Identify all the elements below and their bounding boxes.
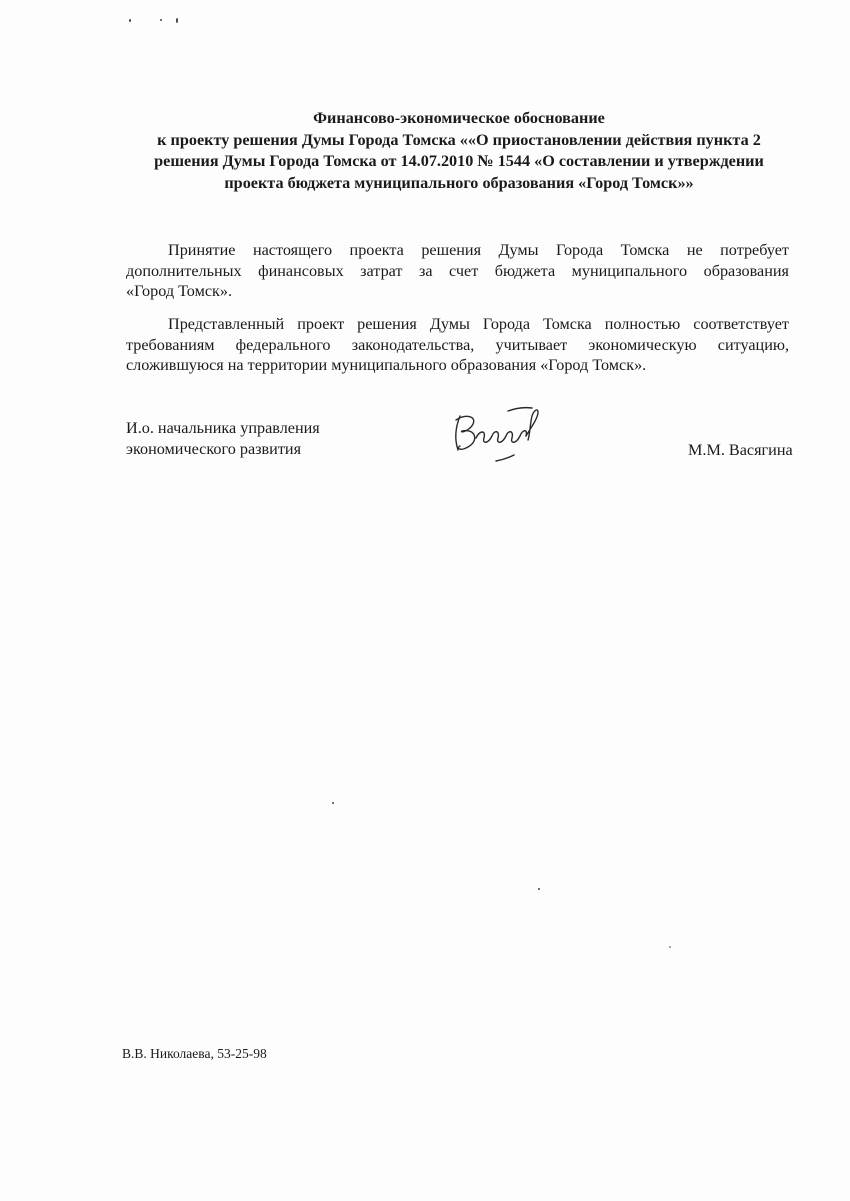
signer-position bbox=[126, 418, 320, 459]
signer-name: М.М. Васягина bbox=[688, 441, 793, 459]
scan-speck bbox=[160, 19, 162, 21]
paragraph-line: «Город Томск». bbox=[126, 282, 233, 300]
body-paragraph bbox=[126, 314, 789, 376]
paragraph-line: требованиям федерального законодательства, учитывает экономическую ситуацию, bbox=[126, 335, 789, 354]
paragraph-line: Представленный проект решения Думы Города Томска полностью соответствует bbox=[168, 315, 789, 333]
title-line: к проекту решения Думы Города Томска ««О приостановлении действия пункта 2 bbox=[157, 130, 761, 149]
paragraph-line: дополнительных финансовых затрат за счет бюджета муниципального образования bbox=[126, 261, 789, 280]
title-line: проекта бюджета муниципального образования «Город Томск»» bbox=[224, 173, 694, 192]
scan-speck bbox=[538, 888, 540, 890]
scan-speck bbox=[332, 802, 334, 804]
paragraph-line: сложившуюся на территории муниципального образования «Город Томск». bbox=[126, 356, 647, 374]
title-line: решения Думы Города Томска от 14.07.2010 № 1544 «О составлении и утверждении bbox=[154, 152, 764, 170]
scan-speck bbox=[129, 19, 131, 22]
paragraph-line: Принятие настоящего проекта решения Думы Города Томска не потребует bbox=[168, 241, 789, 259]
signer-position-line: экономического развития bbox=[126, 439, 302, 458]
handwritten-signature bbox=[446, 398, 556, 470]
contact-line: В.В. Николаева, 53-25-98 bbox=[122, 1046, 267, 1061]
scan-speck bbox=[176, 18, 178, 23]
scan-speck bbox=[669, 946, 671, 948]
document-title bbox=[120, 108, 798, 194]
body-paragraph bbox=[126, 240, 789, 302]
signer-position-line: И.о. начальника управления bbox=[126, 419, 320, 437]
title-line: Финансово-экономическое обоснование bbox=[313, 109, 605, 127]
